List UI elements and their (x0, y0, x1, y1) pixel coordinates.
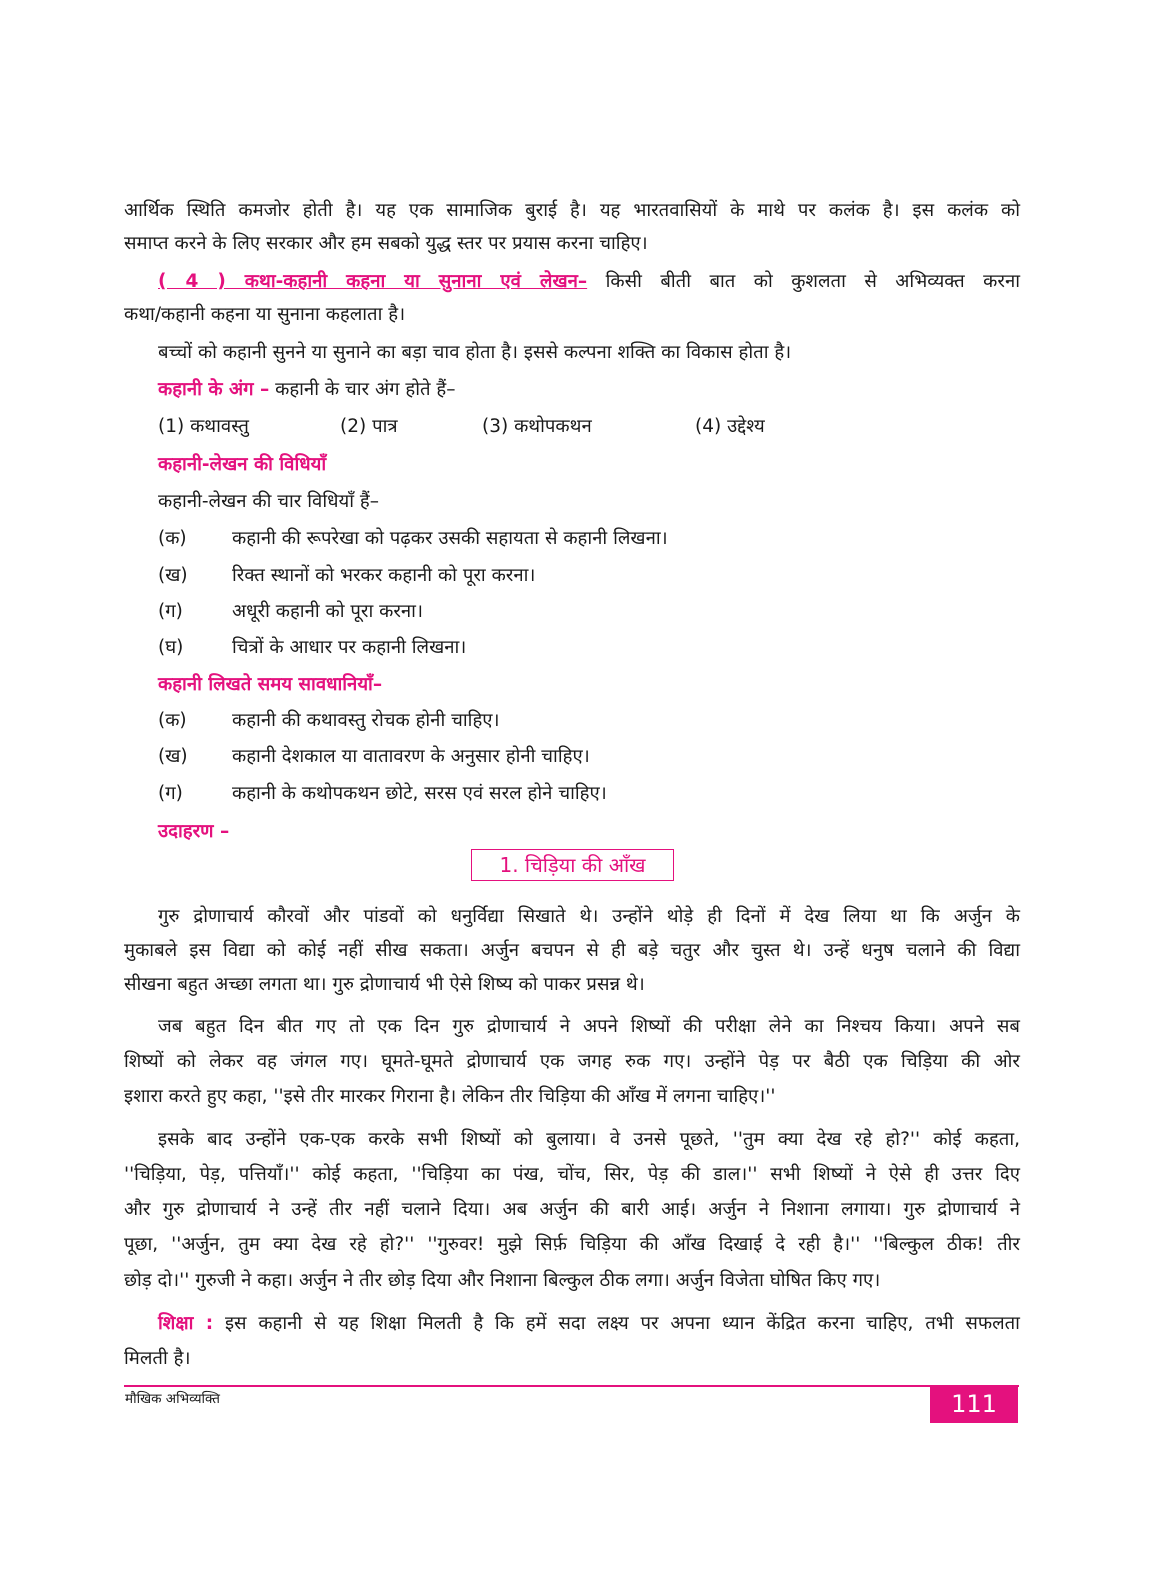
story-title-box: 1. चिड़िया की आँख (471, 849, 674, 881)
list-marker: (ग) (158, 601, 183, 622)
vidhiyan-heading: कहानी-लेखन की विधियाँ (158, 454, 327, 475)
moral-label: शिक्षा : (158, 1313, 214, 1334)
chapter-name: मौखिक अभिव्यक्ति (125, 1391, 220, 1407)
udaharan-heading: उदाहरण – (158, 821, 230, 842)
list-text: अधूरी कहानी को पूरा करना। (232, 601, 423, 622)
list-item (158, 597, 423, 627)
story-p3-line-3: और गुरु द्रोणाचार्य ने उन्हें तीर नहीं चलाने दिया। अब अर्जुन की बारी आई। अर्जुन ने निशाना लगाया। गुरु द्रोणाचार्य ने (124, 1199, 1020, 1220)
section-4-line-3: बच्चों को कहानी सुनने या सुनाने का बड़ा चाव होता है। इससे कल्पना शक्ति का विकास होता है। (158, 342, 792, 363)
list-marker: (ख) (158, 565, 188, 586)
anga-item: (3) कथोपकथन (482, 416, 592, 437)
list-marker: (घ) (158, 637, 184, 658)
intro-line-1: आर्थिक स्थिति कमजोर होती है। यह एक सामाजिक बुराई है। यह भारतवासियों के माथे पर कलंक है। इस कलंक को (124, 200, 1020, 221)
list-item (158, 742, 590, 772)
section-4-heading: ( 4 ) कथा-कहानी कहना या सुनाना एवं लेखन– (158, 271, 588, 292)
list-text: कहानी के कथोपकथन छोटे, सरस एवं सरल होने चाहिए। (232, 783, 607, 804)
story-p3-line-4: पूछा, ''अर्जुन, तुम क्या देख रहे हो?'' ''गुरुवर! मुझे सिर्फ़ चिड़िया की आँख दिखाई दे रही है।'' ''बिल्कुल ठीक! तीर (124, 1234, 1020, 1255)
list-text: चित्रों के आधार पर कहानी लिखना। (232, 637, 467, 658)
moral-line-2: मिलती है। (124, 1348, 191, 1369)
section-4-line-1 (124, 267, 1020, 297)
list-text: रिक्त स्थानों को भरकर कहानी को पूरा करना। (232, 565, 536, 586)
moral-text: इस कहानी से यह शिक्षा मिलती है कि हमें सदा लक्ष्य पर अपना ध्यान केंद्रित करना चाहिए, तभी सफलता (224, 1313, 1020, 1334)
list-item (158, 706, 500, 736)
anga-intro: कहानी के चार अंग होते हैं– (275, 379, 456, 400)
list-marker: (ख) (158, 746, 188, 767)
vidhiyan-intro: कहानी-लेखन की चार विधियाँ हैं– (158, 491, 379, 512)
story-p3-line-1: इसके बाद उन्होंने एक-एक करके सभी शिष्यों को बुलाया। वे उनसे पूछते, ''तुम क्या देख रहे हो?'' कोई कहता, (158, 1129, 1020, 1150)
list-item (158, 561, 535, 591)
list-text: कहानी की रूपरेखा को पढ़कर उसकी सहायता से कहानी लिखना। (232, 528, 668, 549)
list-marker: (ग) (158, 783, 183, 804)
story-p3-line-5: छोड़ दो।'' गुरुजी ने कहा। अर्जुन ने तीर छोड़ दिया और निशाना बिल्कुल ठीक लगा। अर्जुन विजेता घोषित किए गए। (124, 1270, 881, 1291)
page-number: 111 (930, 1385, 1018, 1423)
anga-line (158, 375, 456, 405)
section-4-line-2: कथा/कहानी कहना या सुनाना कहलाता है। (124, 304, 406, 325)
story-p1-line-1: गुरु द्रोणाचार्य कौरवों और पांडवों को धनुर्विद्या सिखाते थे। उन्होंने थोड़े ही दिनों में देख लिया था कि अर्जुन के (158, 906, 1020, 927)
moral-line-1 (124, 1309, 1020, 1339)
list-item (158, 633, 466, 663)
story-p2-line-2: शिष्यों को लेकर वह जंगल गए। घूमते-घूमते द्रोणाचार्य एक जगह रुक गए। उन्होंने पेड़ पर बैठी एक चिड़िया की ओर (124, 1051, 1020, 1072)
anga-item: (4) उद्देश्य (695, 416, 765, 437)
story-p1-line-2: मुकाबले इस विद्या को कोई नहीं सीख सकता। अर्जुन बचपन से ही बड़े चतुर और चुस्त थे। उन्हें धनुष चलाने की विद्या (124, 940, 1020, 961)
savdhaniyan-heading: कहानी लिखते समय सावधानियाँ– (158, 674, 383, 695)
list-text: कहानी देशकाल या वातावरण के अनुसार होनी चाहिए। (232, 746, 590, 767)
list-text: कहानी की कथावस्तु रोचक होनी चाहिए। (232, 710, 500, 731)
list-marker: (क) (158, 528, 187, 549)
footer-divider (124, 1385, 1019, 1387)
story-p3-line-2: ''चिड़िया, पेड़, पत्तियाँ।'' कोई कहता, ''चिड़िया का पंख, चोंच, सिर, पेड़ की डाल।'' सभी शिष्यों ने ऐसे ही उत्तर दिए (124, 1164, 1020, 1185)
list-item (158, 779, 607, 809)
anga-heading: कहानी के अंग – (158, 379, 270, 400)
story-p2-line-3: इशारा करते हुए कहा, ''इसे तीर मारकर गिराना है। लेकिन तीर चिड़िया की आँख में लगना चाहिए।'' (124, 1086, 776, 1107)
anga-item: (2) पात्र (340, 416, 398, 437)
list-marker: (क) (158, 710, 187, 731)
section-4-definition: किसी बीती बात को कुशलता से अभिव्यक्त करना (605, 271, 1021, 292)
story-p1-line-3: सीखना बहुत अच्छा लगता था। गुरु द्रोणाचार्य भी ऐसे शिष्य को पाकर प्रसन्न थे। (124, 974, 645, 995)
story-p2-line-1: जब बहुत दिन बीत गए तो एक दिन गुरु द्रोणाचार्य ने अपने शिष्यों की परीक्षा लेने का निश्चय किया। अपने सब (158, 1016, 1020, 1037)
anga-item: (1) कथावस्तु (158, 416, 249, 437)
intro-line-2: समाप्त करने के लिए सरकार और हम सबको युद्ध स्तर पर प्रयास करना चाहिए। (124, 233, 648, 254)
list-item (158, 524, 668, 554)
